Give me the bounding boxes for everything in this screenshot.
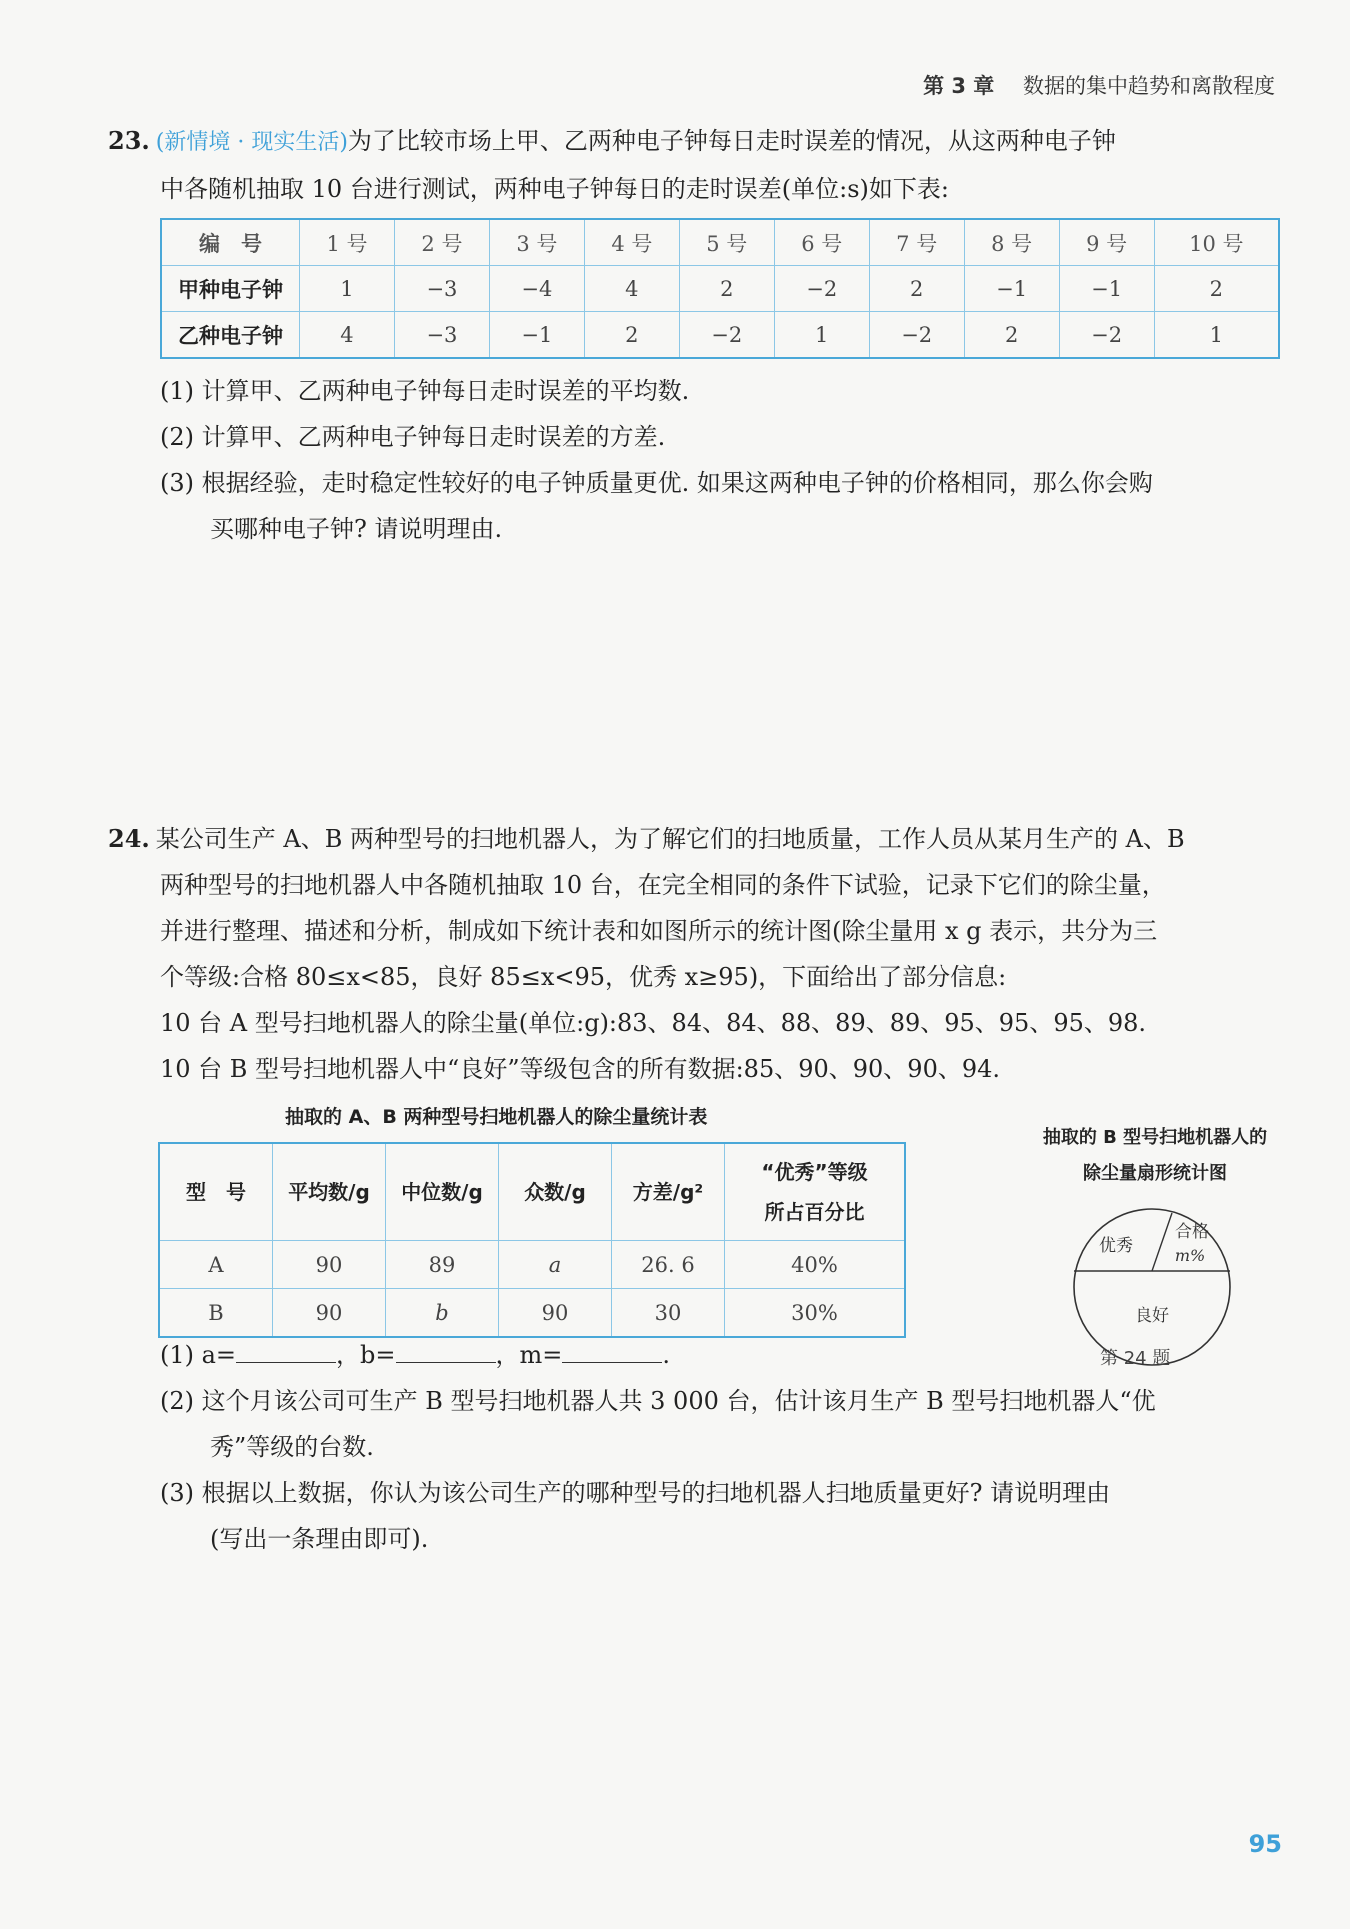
table-header-row [161, 219, 1279, 266]
chapter-header [923, 70, 1275, 100]
pie-caption-line2: 除尘量扇形统计图 [1083, 1163, 1227, 1184]
table-cell: 90 [499, 1289, 612, 1338]
q24-stem-line1 [108, 816, 1278, 862]
table-cell: −3 [394, 312, 489, 359]
q23-stem-text1: 为了比较市场上甲、乙两种电子钟每日走时误差的情况，从这两种电子钟 [347, 127, 1116, 155]
question-24 [108, 816, 1278, 1092]
pie-label-pass: 合格 [1175, 1222, 1209, 1242]
q24-part3: (3) 根据以上数据，你认为该公司生产的哪种型号的扫地机器人扫地质量更好? 请说明理由 [160, 1479, 1111, 1507]
table-cell: −2 [774, 266, 869, 312]
q23-parts [108, 368, 1278, 552]
pie-label-pass-pct: m% [1174, 1246, 1206, 1265]
answer-blank-b[interactable] [396, 1336, 496, 1363]
q23-part3-cont: 买哪种电子钟? 请说明理由. [210, 515, 503, 543]
pie-caption [1020, 1120, 1290, 1192]
q23-part1: (1) 计算甲、乙两种电子钟每日走时误差的平均数. [160, 377, 690, 405]
q24-stem-line3: 并进行整理、描述和分析，制成如下统计表和如图所示的统计图(除尘量用 x g 表示，共分为三 [160, 917, 1158, 945]
row-label-jia: 甲种电子钟 [161, 266, 300, 312]
table-cell: −4 [489, 266, 584, 312]
header-mean: 平均数/g [273, 1143, 386, 1241]
pie-divider-slant [1152, 1213, 1172, 1271]
answer-blank-m[interactable] [562, 1336, 662, 1363]
q23-tag: (新情境 · 现实生活) [155, 130, 348, 155]
q24-part1 [108, 1332, 1278, 1378]
pie-label-good: 良好 [1135, 1306, 1169, 1326]
q24-part3-cont: (写出一条理由即可). [210, 1525, 429, 1553]
table-cell: 4 [584, 266, 679, 312]
pie-caption-line1: 抽取的 B 型号扫地机器人的 [1042, 1127, 1268, 1148]
table-col-6: 6 号 [774, 219, 869, 266]
table-cell: 26. 6 [612, 1241, 725, 1289]
q24-parts [108, 1332, 1278, 1562]
table-cell: 90 [273, 1289, 386, 1338]
table-col-4: 4 号 [584, 219, 679, 266]
q24-table-caption: 抽取的 A、B 两种型号扫地机器人的除尘量统计表 [285, 1106, 708, 1128]
table-cell: −1 [964, 266, 1059, 312]
table-row [159, 1289, 905, 1338]
page-number: 95 [1248, 1830, 1282, 1858]
table-cell: 90 [273, 1241, 386, 1289]
table-cell: −2 [1059, 312, 1154, 359]
table-cell: −3 [394, 266, 489, 312]
table-cell: −2 [679, 312, 774, 359]
header-excellent-line2: 所占百分比 [764, 1200, 865, 1224]
table-cell: 89 [386, 1241, 499, 1289]
header-excellent-pct [725, 1143, 906, 1241]
table-cell: A [159, 1241, 273, 1289]
chapter-number: 第 3 章 [923, 74, 995, 98]
header-model: 型 号 [159, 1143, 273, 1241]
q23-stem-line2: 中各随机抽取 10 台进行测试，两种电子钟每日的走时误差(单位:s)如下表: [160, 175, 950, 203]
table-cell: 4 [300, 312, 395, 359]
table-cell: 2 [964, 312, 1059, 359]
q24-part1-b: ，b= [336, 1341, 396, 1369]
q24-stem-text1: 某公司生产 A、B 两种型号的扫地机器人，为了解它们的扫地质量，工作人员从某月生产的 A、B [155, 825, 1185, 853]
table-cell: 2 [1154, 266, 1279, 312]
q23-error-table [160, 218, 1280, 359]
header-median: 中位数/g [386, 1143, 499, 1241]
table-col-7: 7 号 [869, 219, 964, 266]
table-cell: b [386, 1289, 499, 1338]
chapter-title: 数据的集中趋势和离散程度 [1023, 74, 1275, 98]
q24-part2: (2) 这个月该公司可生产 B 型号扫地机器人共 3 000 台，估计该月生产 B 型号扫地机器人“优 [160, 1387, 1156, 1415]
q23-number: 23. [108, 126, 150, 155]
q24-info-line1: 10 台 A 型号扫地机器人的除尘量(单位:g):83、84、84、88、89、89、95、95、95、98. [160, 1009, 1147, 1037]
q24-stats-table [158, 1142, 906, 1338]
table-cell: 2 [869, 266, 964, 312]
table-cell: 30% [725, 1289, 906, 1338]
header-variance: 方差/g² [612, 1143, 725, 1241]
table-col-10: 10 号 [1154, 219, 1279, 266]
q24-info-line2: 10 台 B 型号扫地机器人中“良好”等级包含的所有数据:85、90、90、90、94. [160, 1055, 1001, 1083]
table-cell: −1 [1059, 266, 1154, 312]
table-col-5: 5 号 [679, 219, 774, 266]
table-row [161, 266, 1279, 312]
q23-part3: (3) 根据经验，走时稳定性较好的电子钟质量更优. 如果这两种电子钟的价格相同，那么你会购 [160, 469, 1153, 497]
answer-blank-a[interactable] [236, 1336, 336, 1363]
table-cell: a [499, 1241, 612, 1289]
table-col-9: 9 号 [1059, 219, 1154, 266]
table-cell: 40% [725, 1241, 906, 1289]
table-cell: −2 [869, 312, 964, 359]
q24-part2-cont: 秀”等级的台数. [210, 1433, 374, 1461]
q24-number: 24. [108, 824, 150, 853]
table-col-8: 8 号 [964, 219, 1059, 266]
table-cell: 2 [584, 312, 679, 359]
pie-label-excellent: 优秀 [1099, 1236, 1133, 1256]
q24-part1-m: ，m= [495, 1341, 563, 1369]
q24-stem-line4: 个等级:合格 80≤x<85，良好 85≤x<95，优秀 x≥95)，下面给出了部分信息: [160, 963, 1007, 991]
q24-stem-line2: 两种型号的扫地机器人中各随机抽取 10 台，在完全相同的条件下试验，记录下它们的除尘量， [160, 871, 1166, 899]
table-col-1: 1 号 [300, 219, 395, 266]
q23-part2: (2) 计算甲、乙两种电子钟每日走时误差的方差. [160, 423, 666, 451]
table-col-3: 3 号 [489, 219, 584, 266]
table-cell: 2 [679, 266, 774, 312]
table-col-2: 2 号 [394, 219, 489, 266]
table-header-label: 编 号 [161, 219, 300, 266]
row-label-yi: 乙种电子钟 [161, 312, 300, 359]
q23-stem-line1 [108, 118, 1278, 166]
header-mode: 众数/g [499, 1143, 612, 1241]
table-cell: 1 [300, 266, 395, 312]
table-cell: 1 [774, 312, 869, 359]
table-row [159, 1241, 905, 1289]
figure-label: 第 24 题 [1100, 1348, 1171, 1369]
table-row [161, 312, 1279, 359]
table-cell: −1 [489, 312, 584, 359]
table-cell: B [159, 1289, 273, 1338]
q24-part1-a: (1) a= [160, 1341, 237, 1369]
question-23 [108, 118, 1278, 212]
table-cell: 1 [1154, 312, 1279, 359]
table-header-row [159, 1143, 905, 1241]
table-cell: 30 [612, 1289, 725, 1338]
q24-part1-end: . [662, 1341, 671, 1369]
header-excellent-line1: “优秀”等级 [761, 1160, 868, 1184]
